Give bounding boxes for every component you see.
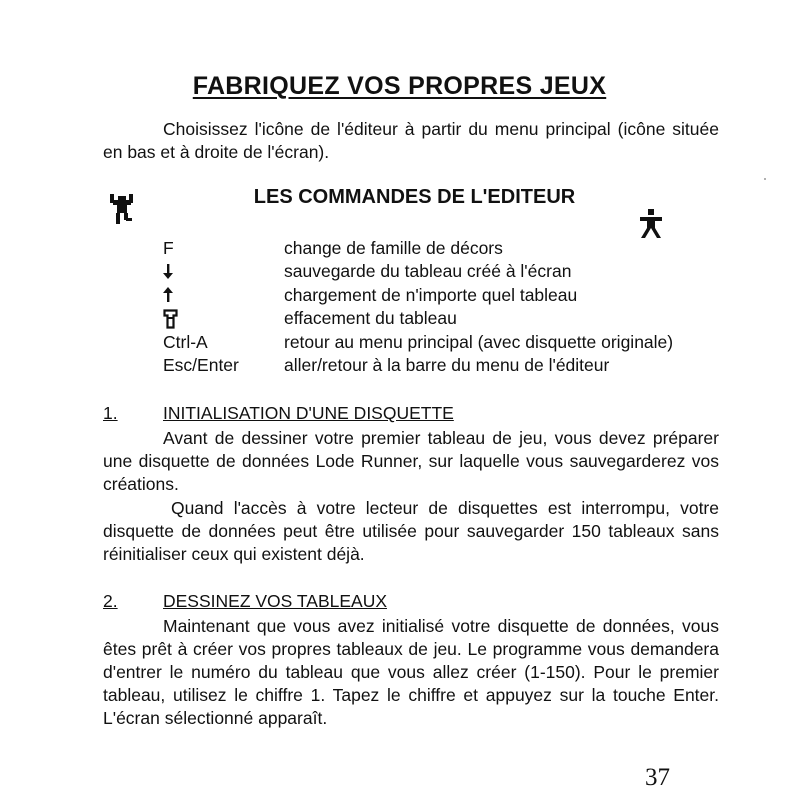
command-key: F	[163, 238, 174, 258]
section-heading: DESSINEZ VOS TABLEAUX	[163, 591, 388, 611]
section-number: 1.	[103, 403, 118, 423]
section-paragraph: Quand l'accès à votre lecteur de disquettes est interrompu, votre disquette de données peut être utilisée pour sauvegarder 150 tableaux sans réinitialiser ceux qui existent déjà.	[103, 498, 719, 564]
page-title: FABRIQUEZ VOS PROPRES JEUX	[192, 72, 607, 100]
command-description: aller/retour à la barre du menu de l'éditeur	[284, 355, 610, 375]
page-number: 37	[645, 764, 670, 791]
intro-paragraph: Choisissez l'icône de l'éditeur à partir du menu principal (icône située en bas et à droite de l'écran).	[103, 119, 719, 162]
command-description: chargement de n'importe quel tableau	[284, 285, 578, 305]
command-description: retour au menu principal (avec disquette originale)	[284, 332, 674, 352]
eraser-icon	[163, 309, 178, 329]
arrow-up-icon	[163, 287, 173, 303]
command-key: Esc/Enter	[163, 355, 239, 375]
command-key: Ctrl-A	[163, 332, 208, 352]
section-number: 2.	[103, 591, 118, 611]
commands-heading: LES COMMANDES DE L'EDITEUR	[253, 186, 576, 208]
command-description: sauvegarde du tableau créé à l'écran	[284, 261, 572, 281]
section-paragraph: Avant de dessiner votre premier tableau de jeu, vous devez préparer une disquette de données Lode Runner, sur laquelle vous sauvegarderez vos créations.	[103, 428, 719, 494]
section-heading: INITIALISATION D'UNE DISQUETTE	[163, 403, 454, 423]
scan-speck	[764, 178, 766, 180]
section-paragraph: Maintenant que vous avez initialisé votre disquette de données, vous êtes prêt à créer vos propres tableaux de jeu. Le programme vous demandera d'entrer le numéro du tableau que vous allez créer (1-150). Pour le premier tableau, utilisez le chiffre 1. Tapez le chiffre et appuyez sur la touche Enter. L'écran sélectionné apparaît.	[103, 616, 719, 728]
arrow-down-icon	[163, 264, 173, 280]
command-description: change de famille de décors	[284, 238, 503, 258]
command-description: effacement du tableau	[284, 308, 457, 328]
runner-figure-icon	[638, 209, 664, 239]
